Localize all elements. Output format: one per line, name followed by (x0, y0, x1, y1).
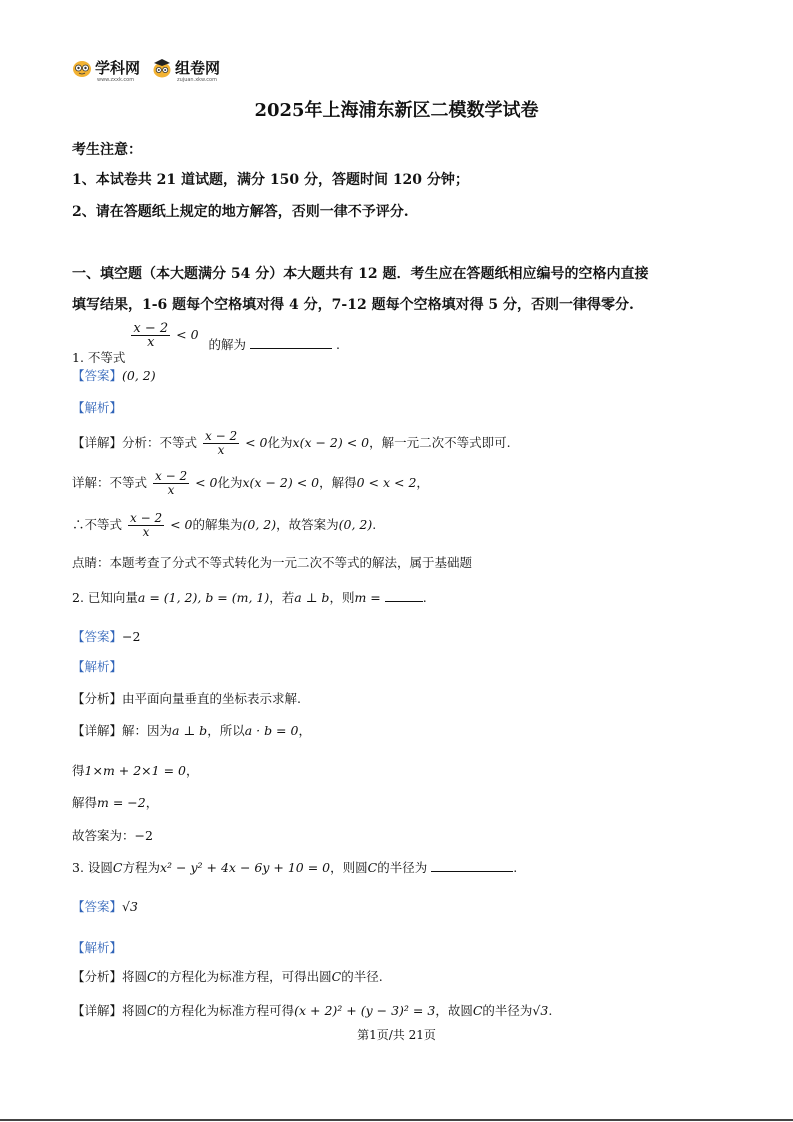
q1-d3-math: (0, 2) (242, 517, 277, 532)
q3-fenxi-c2: C (331, 969, 342, 984)
q3-c2: C (367, 860, 378, 875)
q1-relation: < 0 (176, 327, 199, 342)
fenxi-tag: 【分析】 (72, 691, 123, 706)
q1-answer-blank (250, 348, 332, 349)
q2-d3-text2: ， (145, 795, 159, 810)
q2-detail-4: 故答案为：−2 (72, 828, 153, 843)
answer-tag: 【答案】 (72, 899, 123, 914)
q3-detail-1 (72, 1001, 552, 1019)
logo-text: 学科网 (95, 58, 141, 77)
notice-item-1: 1、本试卷共 21 道试题，满分 150 分，答题时间 120 分钟； (72, 172, 469, 188)
q3-d1-c2: C (472, 1003, 483, 1018)
q3-end: . (513, 860, 518, 875)
logo-subtext: www.zxxk.com (97, 77, 135, 83)
q1-detail-3 (72, 512, 376, 539)
answer-tag: 【答案】 (72, 629, 123, 644)
q2-answer-blank (385, 601, 423, 602)
q1-d1-text2: 化为 (267, 435, 293, 450)
q2-detail-3 (72, 793, 158, 811)
q2-answer: −2 (122, 629, 141, 644)
fraction-denominator: x (167, 483, 175, 497)
q1-d3-rel: < 0 (170, 517, 193, 532)
q1-d1-fraction (203, 430, 239, 457)
q3-d1-text5: . (548, 1003, 553, 1018)
q2-detail-1 (72, 721, 311, 739)
q3-fenxi-b: 的方程化为标准方程，可得出圆 (156, 969, 332, 984)
logo-zujuanwang (152, 58, 221, 83)
graduation-owl-icon (152, 58, 172, 78)
q1-detail-2 (72, 470, 429, 497)
question-3 (72, 858, 517, 876)
q1-d1-rel: < 0 (245, 435, 268, 450)
q3-d1-text3: ，故圆 (435, 1003, 473, 1018)
q3-c: C (112, 860, 123, 875)
q2-end: . (422, 590, 427, 605)
q1-d2-text: 详解：不等式 (72, 475, 148, 490)
q2-fenxi-text: 由平面向量垂直的坐标表示求解. (122, 691, 301, 706)
q3-prefix: 3. 设圆 (72, 860, 113, 875)
q1-d3-text3: ，故答案为 (276, 517, 339, 532)
q1-d3-text2: 的解集为 (192, 517, 243, 532)
q2-answer-line (72, 627, 140, 645)
notice-item-2: 2、请在答题纸上规定的地方解答，否则一律不予评分. (72, 204, 409, 220)
q2-d3-math: m = −2 (97, 795, 146, 810)
q2-d1-text3: ， (298, 723, 311, 738)
fraction-numerator: x − 2 (205, 429, 238, 443)
q3-d1-text2: 的方程化为标准方程可得 (156, 1003, 295, 1018)
q2-d2-math: 1×m + 2×1 = 0 (84, 763, 186, 778)
q1-detail-1 (72, 430, 511, 457)
page-footer: 第1页/共 21页 (357, 1028, 436, 1042)
question-2 (72, 588, 427, 606)
q3-fenxi-a: 将圆 (122, 969, 148, 984)
q2-d2-text: 得 (72, 763, 85, 778)
q1-d2-text3: ，解得 (319, 475, 357, 490)
q2-d1-text2: ，所以 (207, 723, 245, 738)
q2-d1-text: 解：因为 (122, 723, 173, 738)
q3-answer-blank (431, 871, 513, 872)
q3-d1-text4: 的半径为 (482, 1003, 533, 1018)
q3-mid: 方程为 (122, 860, 160, 875)
fraction-denominator: x (142, 525, 150, 539)
q2-tail: ，则 (329, 590, 355, 605)
section-heading-line-2: 填写结果，1-6 题每个空格填对得 4 分，7-12 题每个空格填对得 5 分，否则一律得零分. (72, 297, 634, 313)
q2-analysis-tag: 【解析】 (72, 659, 123, 674)
q2-prefix: 2. 已知向量 (72, 590, 138, 605)
fenxi-tag: 【分析】 (72, 969, 123, 984)
q3-answer-line (72, 897, 138, 915)
q3-tail2: 的半径为 (377, 860, 428, 875)
fraction-numerator: x − 2 (133, 321, 169, 336)
detail-tag: 【详解】 (72, 1003, 123, 1018)
q3-equation: x² − y² + 4x − 6y + 10 = 0 (160, 860, 331, 875)
q1-d2-math2: 0 < x < 2 (356, 475, 417, 490)
q1-d3-text4: . (372, 517, 377, 532)
q3-fenxi-c3: 的半径. (341, 969, 383, 984)
page-title: 2025年上海浦东新区二模数学试卷 (254, 100, 539, 121)
q1-d3-fraction (128, 512, 164, 539)
q3-tail: ，则圆 (330, 860, 368, 875)
q1-d2-rel: < 0 (195, 475, 218, 490)
logo-text: 组卷网 (175, 58, 221, 77)
q1-d2-text4: ， (416, 475, 429, 490)
q2-detail-2 (72, 761, 198, 779)
q3-d1-text: 将圆 (122, 1003, 148, 1018)
q1-d3-math2: (0, 2) (338, 517, 373, 532)
q2-d3-text: 解得 (72, 795, 98, 810)
q3-analysis-tag: 【解析】 (72, 940, 123, 955)
q3-answer: √3 (122, 899, 138, 914)
q1-d3-text: ∴不等式 (72, 517, 123, 532)
q1-end: . (336, 337, 340, 352)
q1-d1-text3: ，解一元二次不等式即可. (369, 435, 511, 450)
q1-fraction (131, 322, 170, 349)
fraction-denominator: x (217, 443, 225, 457)
bottom-divider (0, 1119, 793, 1121)
q3-d1-math: (x + 2)² + (y − 3)² = 3 (294, 1003, 436, 1018)
q3-d1-c: C (147, 1003, 157, 1018)
q3-d1-math2: √3 (532, 1003, 549, 1018)
question-1 (72, 321, 340, 365)
q2-vectors: a = (1, 2), b = (m, 1) (137, 590, 270, 605)
q1-d2-fraction (153, 470, 189, 497)
fraction-numerator: x − 2 (130, 511, 163, 525)
q1-d1-math: x(x − 2) < 0 (292, 435, 370, 450)
fraction-numerator: x − 2 (155, 469, 188, 483)
q1-prefix: 1. 不等式 (72, 350, 126, 365)
section-heading-line-1: 一、填空题（本大题满分 54 分）本大题共有 12 题．考生应在答题纸相应编号的空格内直接 (72, 266, 649, 282)
logo-subtext: zujuan.xkw.com (177, 77, 217, 83)
q1-answer: (0, 2) (122, 368, 156, 383)
q3-fenxi-c: C (147, 969, 157, 984)
fraction-denominator: x (147, 335, 155, 350)
q3-fenxi (72, 967, 383, 985)
q1-answer-line (72, 366, 156, 384)
q1-d2-math: x(x − 2) < 0 (242, 475, 320, 490)
owl-face-icon (72, 58, 92, 78)
q1-note: 点睛：本题考查了分式不等式转化为一元二次不等式的解法，属于基础题 (72, 555, 473, 570)
answer-tag: 【答案】 (72, 368, 123, 383)
logo-xuekewang (72, 58, 141, 83)
q2-d1-math2: a · b = 0 (244, 723, 299, 738)
header-logos (72, 58, 221, 83)
q2-fenxi (72, 689, 301, 707)
q2-d2-text2: ， (185, 763, 199, 778)
q1-suffix: 的解为 (208, 337, 247, 352)
q2-perp: a ⊥ b (294, 590, 330, 605)
q2-m: m = (354, 590, 381, 605)
q1-d2-text2: 化为 (217, 475, 243, 490)
q1-analysis-tag: 【解析】 (72, 400, 123, 415)
detail-tag: 【详解】 (72, 435, 123, 450)
q2-d1-math: a ⊥ b (172, 723, 208, 738)
q1-d1-text: 分析：不等式 (122, 435, 198, 450)
notice-heading: 考生注意： (72, 142, 142, 158)
q2-mid: ，若 (269, 590, 295, 605)
detail-tag: 【详解】 (72, 723, 123, 738)
